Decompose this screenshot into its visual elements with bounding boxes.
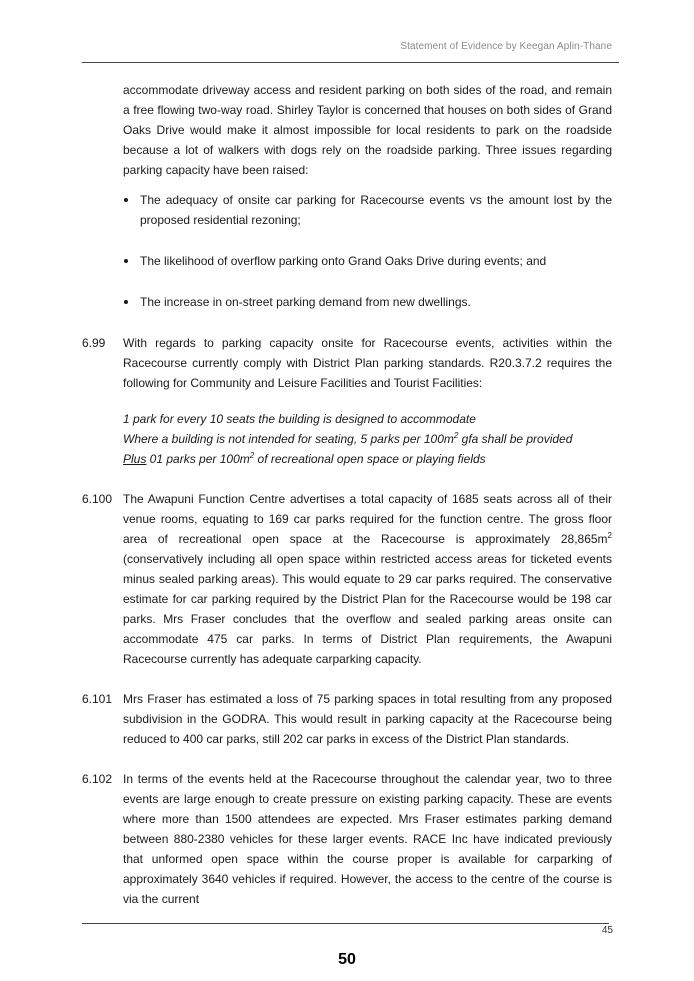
header-rule (82, 62, 619, 63)
paragraph-6-100 (82, 489, 612, 669)
list-item: The likelihood of overflow parking onto Grand Oaks Drive during events; and (123, 251, 612, 271)
paragraph-text: With regards to parking capacity onsite for Racecourse events, activities within the Racecourse currently comply with District Plan parking standards. R20.3.7.2 requires the following for Community and Leisure Facilities and Tourist Facilities: (123, 336, 612, 390)
quote-line: 1 park for every 10 seats the building is designed to accommodate (123, 412, 476, 426)
paragraph-number: 6.99 (82, 336, 106, 350)
paragraph-text: In terms of the events held at the Racecourse throughout the calendar year, two to three events are large enough to create pressure on existing parking capacity. These are events where more than 1500 attendees are expected. Mrs Fraser estimates parking demand between 880-2380 vehicles for these larger events. RACE Inc have indicated previously that unformed open space within the course proper is available for carparking of approximately 3640 vehicles if required. However, the access to the centre of the course is via the current (123, 772, 612, 906)
list-item: The increase in on-street parking demand from new dwellings. (123, 292, 612, 312)
intro-paragraph: accommodate driveway access and resident parking on both sides of the road, and remain a free flowing two-way road. Shirley Taylor is concerned that houses on both sides of Grand Oaks Drive would make it almost impossible for local residents to park on the roadside because a lot of walkers with dogs rely on the roadside parking. Three issues regarding parking capacity have been raised: (123, 83, 612, 177)
list-item: The adequacy of onsite car parking for Racecourse events vs the amount lost by the proposed residential rezoning; (123, 190, 612, 230)
document-body (82, 80, 612, 909)
intro-section (123, 80, 612, 312)
bundle-page-stamp: 50 (338, 951, 356, 968)
paragraph-number: 6.102 (82, 772, 113, 786)
paragraph-number: 6.101 (82, 692, 113, 706)
document-header: Statement of Evidence by Keegan Aplin-Thane (400, 41, 612, 52)
page-number: 45 (601, 925, 613, 936)
paragraph-text: The Awapuni Function Centre advertises a total capacity of 1685 seats across all of their venue rooms, equating to 169 car parks required for the function centre. The gross floor area of recreational open space at the Racecourse is approximately $28,865m^2$ (conservatively including all open space within restricted access areas for ticketed events minus sealed parking areas). This would equate to 29 car parks required. The conservative estimate for car parking required by the District Plan for the Racecourse would be 198 car parks. Mrs Fraser concludes that the overflow and sealed parking areas onsite can accommodate 475 car parks. In terms of District Plan requirements, the Awapuni Racecourse currently has adequate carparking capacity. (123, 492, 612, 666)
paragraph-6-101 (82, 689, 612, 749)
paragraph-text: Mrs Fraser has estimated a loss of 75 parking spaces in total resulting from any proposed subdivision in the GODRA. This would result in parking capacity at the Racecourse being reduced to 400 car parks, still 202 car parks in excess of the District Plan standards. (123, 692, 612, 746)
quoted-standard (123, 409, 612, 469)
paragraph-6-99 (82, 333, 612, 393)
paragraph-number: 6.100 (82, 492, 113, 506)
quote-line: Plus 01 parks per $100m^2$ of recreational open space or playing fields (123, 451, 486, 466)
footer-rule (82, 923, 609, 924)
paragraph-6-102 (82, 769, 612, 909)
issues-list (123, 190, 612, 312)
quote-line: Where a building is not intended for seating, 5 parks per $100m^2$ gfa shall be provided (123, 431, 573, 446)
